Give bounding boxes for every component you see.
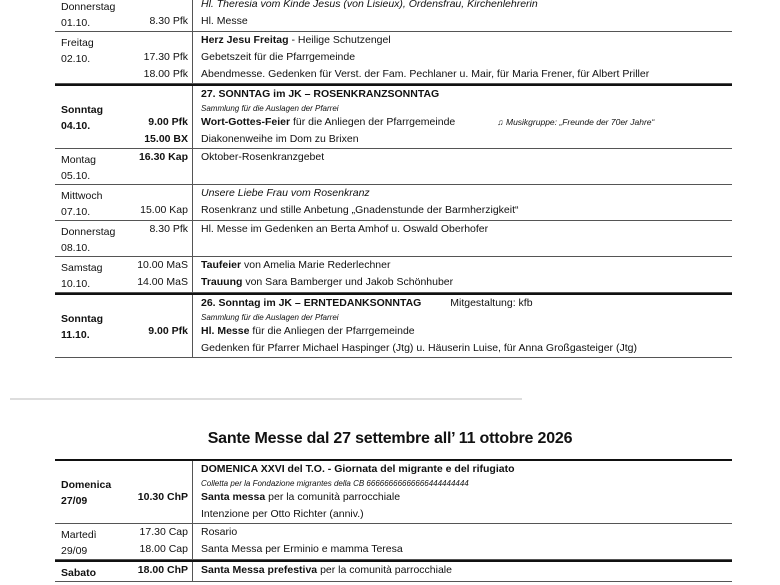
time-column <box>133 32 193 83</box>
day-cell <box>55 461 133 523</box>
day-name: Donnerstag <box>61 226 116 238</box>
description-line <box>201 49 732 66</box>
day-cell <box>55 562 133 581</box>
time-cell: 18.00 Pfk <box>143 68 188 80</box>
description-column <box>193 221 732 256</box>
time-column <box>133 86 193 148</box>
schedule-table-german <box>55 0 732 358</box>
description-line <box>201 131 732 148</box>
event-title: Hl. Messe <box>201 325 250 337</box>
day-name: Freitag <box>61 37 94 49</box>
event-text: Abendmesse. Gedenken für Verst. der Fam. Pechlaner u. Mair, für Maria Frener, für Albert Priller <box>201 68 650 80</box>
time-column <box>133 257 193 292</box>
event-text: Diakonenweihe im Dom zu Brixen <box>201 133 359 145</box>
day-date: 05.10. <box>61 170 91 182</box>
event-text: Intenzione per Otto Richter (anniv.) <box>201 508 364 520</box>
description-line <box>201 86 732 103</box>
time-column <box>133 461 193 523</box>
time-cell: 10.30 ChP <box>137 491 188 503</box>
event-text: Santa Messa per Erminio e mamma Teresa <box>201 543 403 555</box>
day-name: Domenica <box>61 479 112 491</box>
description-column <box>193 86 732 148</box>
event-title: 26. Sonntag im JK – ERNTEDANKSONNTAG <box>201 297 422 309</box>
time-cell <box>133 32 188 49</box>
time-column <box>133 562 193 581</box>
description-line <box>201 478 732 489</box>
description-column <box>193 524 732 559</box>
description-column <box>193 185 732 220</box>
time-cell <box>133 185 188 202</box>
day-name: Sonntag <box>61 313 103 325</box>
schedule-row <box>55 84 732 149</box>
event-text: Hl. Messe <box>201 15 248 27</box>
event-text: per la comunità parrocchiale <box>265 491 401 503</box>
time-cell: 18.00 Cap <box>139 543 188 555</box>
event-title: 27. SONNTAG im JK – ROSENKRANZSONNTAG <box>201 88 440 100</box>
event-title: Santa Messa prefestiva <box>201 564 318 576</box>
day-date: 07.10. <box>61 206 91 218</box>
event-text: Rosario <box>201 526 238 538</box>
event-text: Hl. Messe im Gedenken an Berta Amhof u. Oswald Oberhofer <box>201 223 489 235</box>
schedule-row <box>55 257 732 293</box>
description-line <box>201 489 732 506</box>
description-column <box>193 32 732 83</box>
description-line <box>201 13 732 30</box>
time-cell: 15.00 BX <box>144 133 188 145</box>
description-line <box>201 66 732 83</box>
schedule-row <box>55 221 732 257</box>
event-text: Gedenken für Pfarrer Michael Haspinger (Jtg) u. Häuserin Luise, für Anna Großgasteiger (Jtg) <box>201 342 637 354</box>
description-line <box>201 221 732 238</box>
description-line <box>201 149 732 166</box>
description-column <box>193 461 732 523</box>
time-column <box>133 221 193 256</box>
day-name: Mittwoch <box>61 190 103 202</box>
time-cell <box>133 86 188 103</box>
time-cell: 16.30 Kap <box>138 151 188 163</box>
time-cell: 17.30 Pfk <box>143 51 188 63</box>
description-column <box>193 149 732 184</box>
event-text: Sammlung für die Auslagen der Pfarrei <box>201 104 339 113</box>
day-cell <box>55 524 133 559</box>
event-title: Santa messa <box>201 491 266 503</box>
event-title: Herz Jesu Freitag <box>201 34 289 46</box>
time-cell: 9.00 Pfk <box>148 325 188 337</box>
event-extra: Mitgestaltung: kfb <box>447 297 533 309</box>
event-text: - Heilige Schutzengel <box>288 34 391 46</box>
time-cell: 14.00 MaS <box>137 276 188 288</box>
description-column <box>193 0 732 31</box>
time-cell <box>133 312 188 323</box>
day-name: Sabato <box>61 567 97 579</box>
day-name: Martedì <box>61 529 97 541</box>
time-cell: 8.30 Pfk <box>149 223 188 235</box>
event-title: Wort-Gottes-Feier <box>201 116 291 128</box>
event-text: Gebetszeit für die Pfarrgemeinde <box>201 51 356 63</box>
time-cell <box>133 478 188 489</box>
time-cell: 18.00 ChP <box>137 564 188 576</box>
day-date: 11.10. <box>61 329 90 341</box>
day-date: 27/09 <box>61 495 88 507</box>
description-line <box>201 312 732 323</box>
schedule-row <box>55 459 732 524</box>
time-cell: 15.00 Kap <box>140 204 188 216</box>
description-line <box>201 0 732 13</box>
event-text: Hl. Theresia vom Kinde Jesus (von Lisieux), Ordensfrau, Kirchenlehrerin <box>201 0 538 10</box>
description-line <box>201 103 732 114</box>
day-name: Sonntag <box>61 104 103 116</box>
event-text: per la comunità parrocchiale <box>317 564 452 576</box>
description-line <box>201 185 732 202</box>
time-cell <box>133 0 188 13</box>
description-line <box>201 340 732 357</box>
description-line <box>201 257 732 274</box>
schedule-row <box>55 0 732 32</box>
day-date: 29/09 <box>61 545 88 557</box>
event-title: DOMENICA XXVI del T.O. - Giornata del migrante e del rifugiato <box>201 463 515 475</box>
day-cell <box>55 221 133 256</box>
day-name: Donnerstag <box>61 1 116 13</box>
event-title: Taufeier <box>201 259 242 271</box>
schedule-row <box>55 560 732 582</box>
day-cell <box>55 149 133 184</box>
day-date: 08.10. <box>61 242 91 254</box>
schedule-row <box>55 293 732 358</box>
italian-schedule-heading: Sante Messe dal 27 settembre all’ 11 ottobre 2026 <box>207 430 573 447</box>
event-text: Oktober-Rosenkranzgebet <box>201 151 325 163</box>
day-date: 01.10. <box>61 17 91 29</box>
day-cell <box>55 185 133 220</box>
schedule-row <box>55 185 732 221</box>
day-cell <box>55 32 133 83</box>
day-cell <box>55 257 133 292</box>
description-line <box>201 506 732 523</box>
day-cell <box>55 295 133 357</box>
time-cell <box>133 506 188 523</box>
day-cell <box>55 86 133 148</box>
description-line <box>201 202 732 219</box>
separator-line <box>10 398 522 400</box>
event-text: Rosenkranz und stille Anbetung „Gnadenstunde der Barmherzigkeit“ <box>201 204 519 216</box>
time-cell <box>133 103 188 114</box>
day-name: Samstag <box>61 262 103 274</box>
description-line <box>201 524 732 541</box>
description-line <box>201 323 732 340</box>
time-cell <box>133 340 188 357</box>
schedule-row <box>55 524 732 560</box>
time-column <box>133 524 193 559</box>
time-cell <box>133 461 188 478</box>
time-column <box>133 0 193 31</box>
music-note: ♫ Musikgruppe: „Freunde der 70er Jahre“ <box>497 117 655 127</box>
event-text: Unsere Liebe Frau vom Rosenkranz <box>201 187 370 199</box>
description-line <box>201 541 732 558</box>
description-line <box>201 274 732 291</box>
time-cell <box>133 295 188 312</box>
event-text: von Amelia Marie Rederlechner <box>241 259 391 271</box>
schedule-row <box>55 149 732 185</box>
description-line <box>201 461 732 478</box>
description-line <box>201 114 732 131</box>
event-title: Trauung <box>201 276 243 288</box>
description-column <box>193 257 732 292</box>
time-column <box>133 149 193 184</box>
time-cell: 9.00 Pfk <box>148 116 188 128</box>
time-cell: 17.30 Cap <box>139 526 188 538</box>
event-text: von Sara Bamberger und Jakob Schönhuber <box>242 276 454 288</box>
day-date: 10.10. <box>61 278 91 290</box>
day-date: 04.10. <box>61 120 91 132</box>
description-line <box>201 295 732 312</box>
day-cell <box>55 0 133 31</box>
day-date: 02.10. <box>61 53 91 65</box>
event-text: für die Anliegen der Pfarrgemeinde <box>290 116 456 128</box>
schedule-table-italian <box>55 459 732 582</box>
description-line <box>201 562 732 579</box>
time-cell: 10.00 MaS <box>137 259 188 271</box>
event-text: für die Anliegen der Pfarrgemeinde <box>249 325 415 337</box>
description-column <box>193 295 732 357</box>
time-column <box>133 295 193 357</box>
time-cell: 8.30 Pfk <box>149 15 188 27</box>
schedule-row <box>55 32 732 84</box>
day-name: Montag <box>61 154 97 166</box>
description-column <box>193 562 732 581</box>
time-column <box>133 185 193 220</box>
event-text: Sammlung für die Auslagen der Pfarrei <box>201 313 339 322</box>
description-line <box>201 32 732 49</box>
event-text: Colletta per la Fondazione migrantes della CB 66666666666666444444444 <box>201 479 469 488</box>
